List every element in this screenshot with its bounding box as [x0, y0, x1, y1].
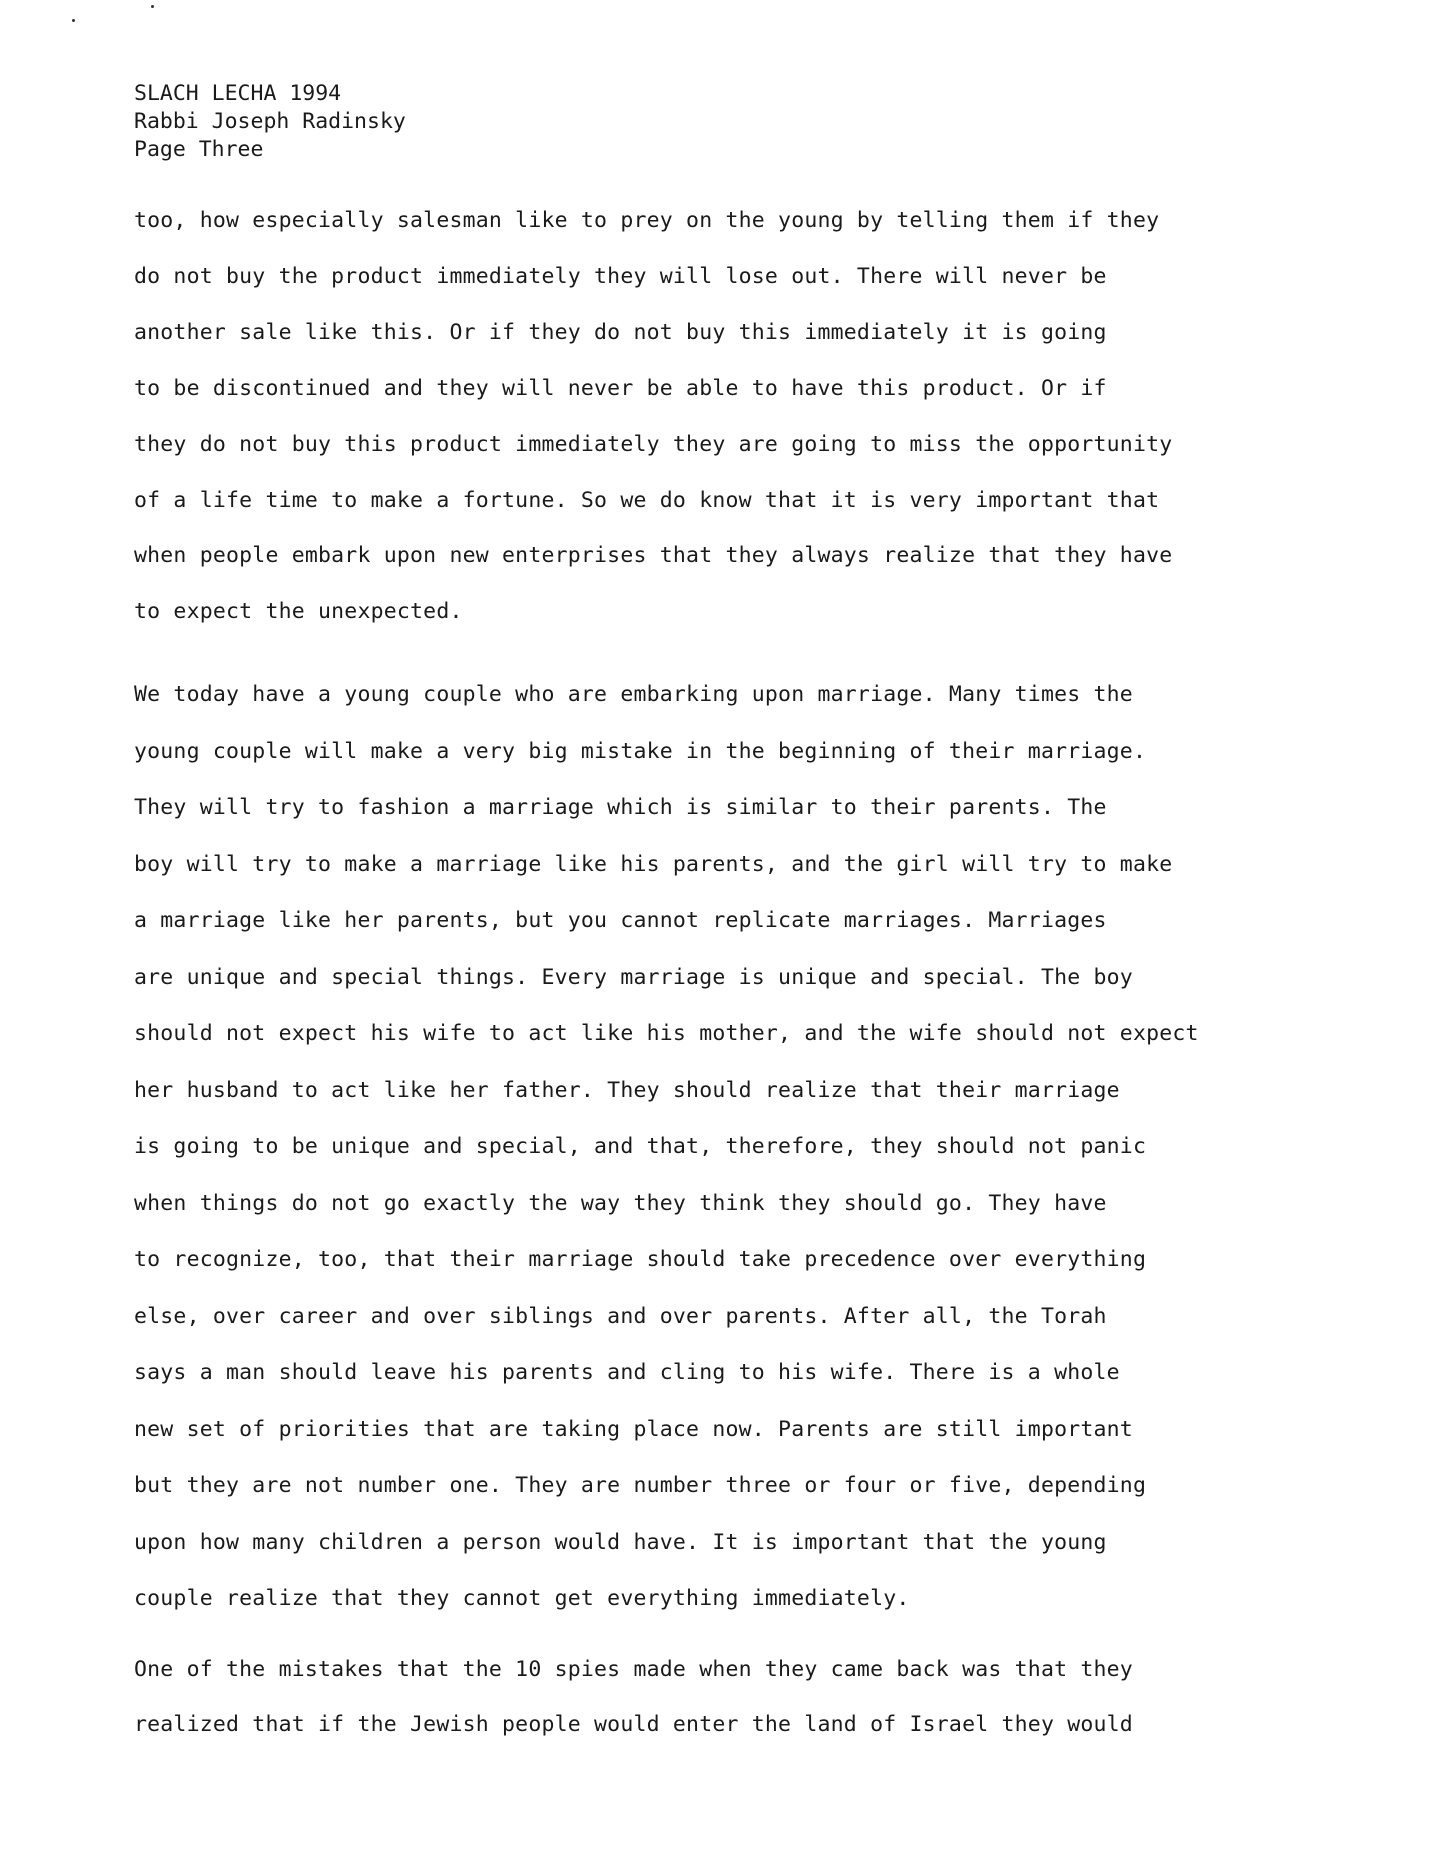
text-line: when people embark upon new enterprises that they always realize that they have — [134, 543, 1173, 569]
text-line: realized that if the Jewish people would enter the land of Israel they would — [134, 1712, 1133, 1737]
document-header — [134, 80, 406, 164]
text-line: upon how many children a person would have. It is important that the young — [134, 1529, 1107, 1555]
text-line: They will try to fashion a marriage which is similar to their parents. The — [134, 795, 1107, 820]
text-line: says a man should leave his parents and cling to his wife. There is a whole — [134, 1360, 1120, 1385]
text-line: should not expect his wife to act like his mother, and the wife should not expect — [134, 1021, 1199, 1046]
text-line: do not buy the product immediately they will lose out. There will never be — [134, 263, 1107, 289]
text-line: else, over career and over siblings and over parents. After all, the Torah — [134, 1303, 1107, 1329]
text-line: boy will try to make a marriage like his parents, and the girl will try to make — [134, 851, 1173, 877]
text-line: to expect the unexpected. — [134, 599, 463, 625]
text-line: a marriage like her parents, but you cannot replicate marriages. Marriages — [134, 908, 1107, 933]
text-line: We today have a young couple who are embarking upon marriage. Many times the — [134, 682, 1133, 707]
header-page-number: Page Three — [134, 137, 264, 162]
scan-speck — [72, 19, 75, 22]
text-line: of a life time to make a fortune. So we do know that it is very important that — [134, 487, 1160, 513]
text-line: to recognize, too, that their marriage should take precedence over everything — [134, 1247, 1147, 1272]
scan-speck — [151, 5, 154, 8]
text-line: to be discontinued and they will never be able to have this product. Or if — [134, 375, 1107, 401]
text-line: new set of priorities that are taking place now. Parents are still important — [134, 1416, 1133, 1442]
header-author: Rabbi Joseph Radinsky — [134, 109, 406, 134]
header-title: SLACH LECHA 1994 — [134, 81, 342, 106]
text-line: they do not buy this product immediately they are going to miss the opportunity — [134, 431, 1173, 457]
text-line: when things do not go exactly the way they think they should go. They have — [134, 1190, 1107, 1216]
paragraph — [134, 193, 1172, 640]
text-line: is going to be unique and special, and that, therefore, they should not panic — [134, 1134, 1147, 1159]
text-line: young couple will make a very big mistake in the beginning of their marriage. — [134, 738, 1147, 764]
text-line: her husband to act like her father. They should realize that their marriage — [134, 1077, 1120, 1103]
text-line: too, how especially salesman like to prey on the young by telling them if they — [134, 208, 1160, 233]
text-line: One of the mistakes that the 10 spies made when they came back was that they — [134, 1657, 1133, 1682]
text-line: but they are not number one. They are number three or four or five, depending — [134, 1473, 1147, 1498]
text-line: couple realize that they cannot get everything immediately. — [134, 1586, 910, 1611]
paragraph — [134, 667, 1199, 1628]
text-line: another sale like this. Or if they do not buy this immediately it is going — [134, 319, 1107, 345]
text-line: are unique and special things. Every marriage is unique and special. The boy — [134, 964, 1133, 990]
paragraph — [134, 1642, 1133, 1752]
